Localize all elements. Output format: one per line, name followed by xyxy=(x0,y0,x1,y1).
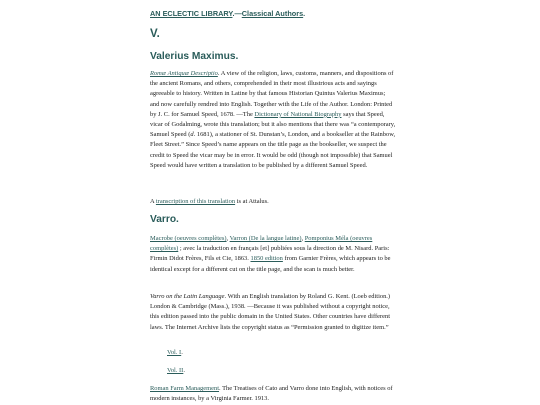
valerius-paragraph-1 xyxy=(150,69,396,171)
transcription-translation-link[interactable]: transcription of this translation xyxy=(155,198,236,205)
varron-link[interactable]: Varron (De la langue latine) xyxy=(229,235,302,242)
vol-2-end: . xyxy=(183,367,185,374)
section-title: V. xyxy=(150,28,160,40)
macrobe-link[interactable]: Macrobe (oeuvres complètes) xyxy=(150,235,227,242)
varro-p1-text-1: ; avec la traduction en français [et] publiées sous la direction de M. Nisard. Paris: Firmin Didot Frères, Fils et Cie, 1863. xyxy=(150,245,390,263)
vol-1-end: . xyxy=(181,349,183,356)
varro-p2-text: . With an English translation by Roland G. Kent. (Loeb edition.) London & Cambridge (Mass.), 1938. —Because it was published without a copyright notice, this edition passed into the public domain in the United States. Other countries have different laws. The Internet Archive lists the copyright status as “Permission granted to digitize item.” xyxy=(150,293,391,331)
varro-paragraph-2 xyxy=(150,292,396,333)
valerius-died-abbrev: d xyxy=(190,131,194,139)
dictionary-national-biography-link[interactable]: Dictionary of National Biography xyxy=(254,110,342,118)
valerius-p2-text-1: A xyxy=(150,198,156,205)
breadcrumb-classical-authors-link[interactable]: Classical Authors xyxy=(241,9,304,18)
vol-1-item xyxy=(167,349,183,356)
valerius-text-2: says that Speed, vicar of Godalming, wrote this translation; but it also mentions that there was “a contemporary, Samuel Speed ( xyxy=(150,110,396,139)
varro-paragraph-1 xyxy=(150,234,396,275)
breadcrumb xyxy=(150,9,305,18)
breadcrumb-end: . xyxy=(303,9,306,18)
varro-comma-1: , xyxy=(226,235,230,242)
breadcrumb-library-link[interactable]: AN ECLECTIC LIBRARY xyxy=(150,9,233,18)
valerius-paragraph-2 xyxy=(150,197,396,207)
varro-paragraph-3 xyxy=(150,384,396,404)
heading-varro: Varro. xyxy=(150,214,179,225)
vol-2-link[interactable]: Vol. II xyxy=(167,367,184,374)
valerius-text-1: . A view of the religion, laws, customs, manners, and dispositions of the ancient Romans, and others, comprehended in their most illustrious acts and sayings agreeable to history. Written in Latine by that famous Historian Quintus Valerius Maximus; and now carefully rendred into English. Together with the Life of the Author. London: Printed by J. C. for Samuel Speed, 1678. —The xyxy=(150,70,394,118)
roman-farm-management-link[interactable]: Roman Farm Management xyxy=(150,385,220,392)
varro-comma-2: , xyxy=(301,235,305,242)
vol-2-item xyxy=(167,367,185,374)
valerius-p2-text-2: is at Attalus. xyxy=(235,198,269,205)
vol-1-link[interactable]: Vol. I xyxy=(167,349,182,356)
valerius-text-3: . 1681), a stationer of St. Dunstan’s, London, and a bookseller at the Rainbow, Fleet Street.” Since Speed’s name appears on the title page as the bookseller, we suspect the credit to Speed the vicar may be in error. It would be odd (though not impossible) that Samuel Speed would have written a translation to be published by a different Samuel Speed. xyxy=(150,131,396,169)
varro-latin-language-title: Varro on the Latin Language xyxy=(150,293,225,300)
varro-p3-text: . The Treatises of Cato and Varro done into English, with notices of modern instances, by a Virginia Farmer. 1913. xyxy=(150,385,393,403)
pomponius-mela-link[interactable]: Pomponius Méla (oeuvres complètes) xyxy=(150,235,373,253)
1850-edition-link[interactable]: 1850 edition xyxy=(250,255,283,263)
varro-p1-text-2: from Garnier Frères, which appears to be identical except for a different cut on the title page, and the scan is much better. xyxy=(150,255,391,273)
heading-valerius-maximus: Valerius Maximus. xyxy=(150,51,239,62)
romae-antiquae-descriptio-link[interactable]: Romæ Antiquæ Descriptio xyxy=(150,70,218,77)
breadcrumb-separator: .— xyxy=(232,9,242,18)
